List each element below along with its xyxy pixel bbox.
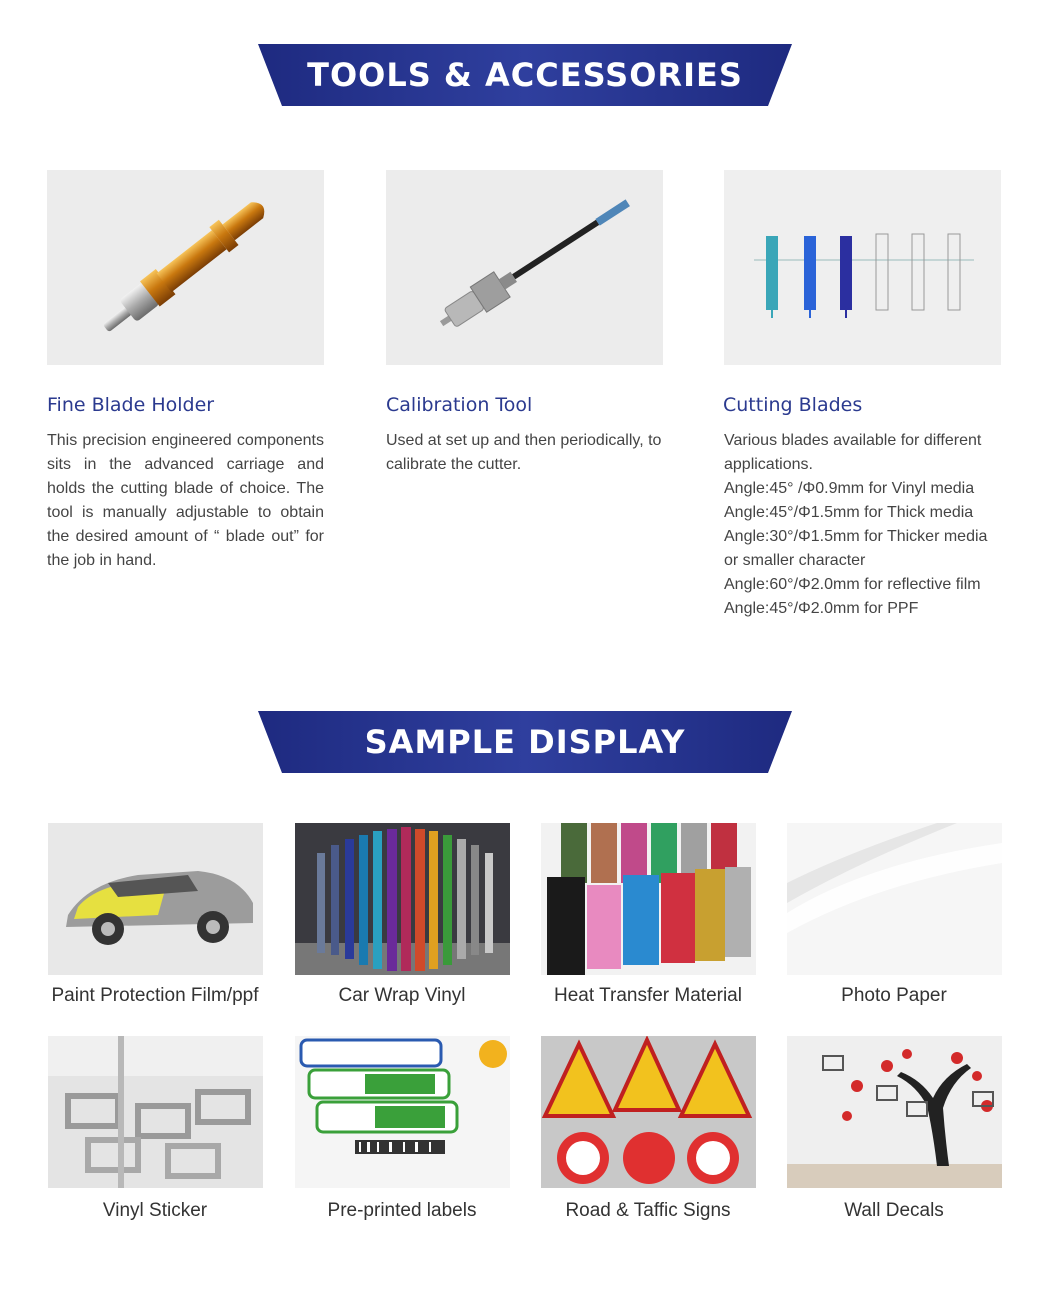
- tool-title-cutting-blades: Cutting Blades: [723, 394, 863, 416]
- sample-caption-photo-paper: Photo Paper: [841, 985, 947, 1006]
- sample-caption-vinyl-sticker: Vinyl Sticker: [102, 1200, 208, 1221]
- blade-spec-line: Angle:60°/Φ2.0mm for reflective film: [724, 576, 981, 593]
- blade-spec-line: Angle:45°/Φ2.0mm for PPF: [724, 600, 919, 617]
- sample-section-banner: [258, 711, 792, 773]
- sample-section-title: SAMPLE DISPLAY: [364, 723, 686, 761]
- frosted-glass-photo: [48, 1036, 263, 1188]
- sample-caption-labels: Pre-printed labels: [327, 1200, 477, 1221]
- tool-title-calibration: Calibration Tool: [386, 394, 533, 416]
- photo-paper-photo: [787, 823, 1002, 975]
- labels-photo: [295, 1036, 510, 1188]
- tree-decal-photo: [787, 1036, 1002, 1188]
- tools-section-banner: [258, 44, 792, 106]
- sample-caption-heat-transfer: Heat Transfer Material: [554, 985, 742, 1006]
- tools-section-title: TOOLS & ACCESSORIES: [307, 56, 743, 94]
- traffic-signs-photo: [541, 1036, 756, 1188]
- calibration-tool-photo: [386, 170, 663, 365]
- sample-caption-car-wrap: Car Wrap Vinyl: [338, 985, 466, 1006]
- sample-caption-wall-decals: Wall Decals: [844, 1200, 944, 1221]
- sample-caption-road-signs: Road & Taffic Signs: [565, 1200, 731, 1221]
- blade-spec-line: applications.: [724, 456, 813, 473]
- cutting-blades-photo: [724, 170, 1001, 365]
- tool-desc-cutting-blades: [724, 429, 1001, 621]
- blade-spec-line: Angle:45° /Φ0.9mm for Vinyl media: [724, 480, 975, 497]
- tool-desc-blade-holder: This precision engineered components sits in the advanced carriage and holds the cutting blade of choice. The tool is manually adjustable to obtain the desired amount of “ blade out” for the job in hand.: [47, 432, 324, 569]
- vinyl-rolls-photo: [295, 823, 510, 975]
- tool-desc-calibration: Used at set up and then periodically, to calibrate the cutter.: [386, 432, 662, 473]
- sample-caption-ppf: Paint Protection Film/ppf: [51, 985, 259, 1006]
- blade-spec-line: Various blades available for different: [724, 432, 982, 449]
- blade-holder-photo: [47, 170, 324, 365]
- blade-spec-line: Angle:45°/Φ1.5mm for Thick media: [724, 504, 974, 521]
- tool-title-blade-holder: Fine Blade Holder: [47, 394, 215, 416]
- blade-spec-line: Angle:30°/Φ1.5mm for Thicker media: [724, 528, 988, 545]
- glitter-rolls-photo: [541, 823, 756, 975]
- car-ppf-photo: [48, 823, 263, 975]
- blade-spec-line: or smaller character: [724, 552, 866, 569]
